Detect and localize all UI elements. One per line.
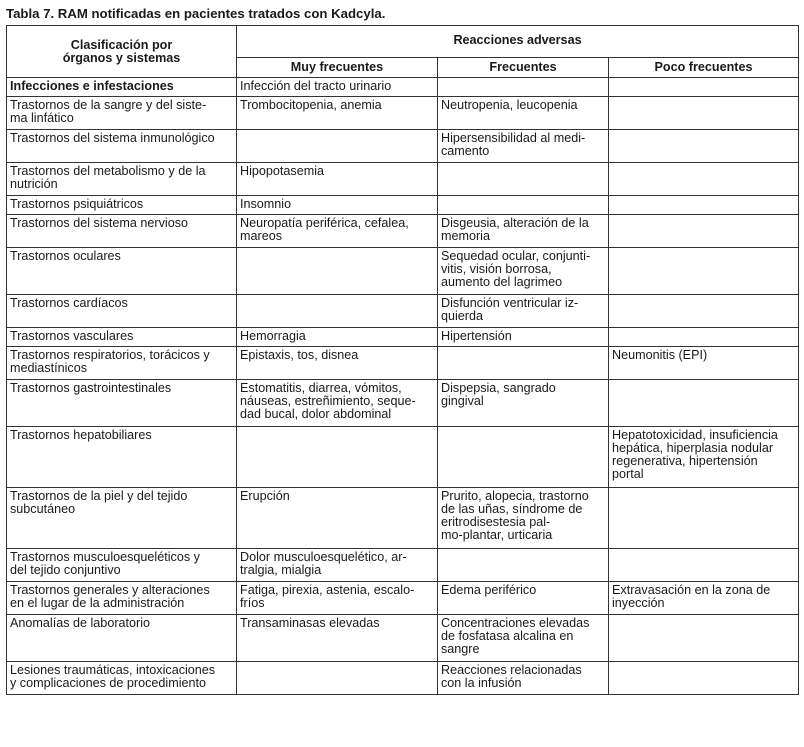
table-title: Tabla 7. RAM notificadas en pacientes tratados con Kadcyla. (6, 6, 386, 21)
adverse-reactions-table (6, 25, 799, 695)
uncommon-cell (609, 130, 799, 163)
very-frequent-cell: Hipopotasemia (237, 163, 438, 196)
table-body (7, 78, 799, 695)
frequent-cell: Dispepsia, sangrado gingival (438, 380, 609, 427)
frequent-cell (438, 347, 609, 380)
frequent-cell: Edema periférico (438, 582, 609, 615)
table-row (7, 380, 799, 427)
uncommon-cell: Hepatotoxicidad, insuficiencia hepática, hiperplasia nodular regenerativa, hipertensión portal (609, 427, 799, 488)
organ-cell: Anomalías de laboratorio (7, 615, 237, 662)
frequent-cell (438, 78, 609, 97)
uncommon-cell (609, 380, 799, 427)
column-header-uncommon: Poco frecuentes (609, 58, 799, 78)
uncommon-cell (609, 615, 799, 662)
very-frequent-cell: Epistaxis, tos, disnea (237, 347, 438, 380)
frequent-cell (438, 427, 609, 488)
table-row (7, 488, 799, 549)
uncommon-cell (609, 215, 799, 248)
very-frequent-cell (237, 427, 438, 488)
organ-cell: Trastornos generales y alteraciones en el lugar de la administración (7, 582, 237, 615)
table-row (7, 328, 799, 347)
table-row (7, 295, 799, 328)
organ-cell: Lesiones traumáticas, intoxicaciones y complicaciones de procedimiento (7, 662, 237, 695)
frequent-cell: Hipertensión (438, 328, 609, 347)
table-row (7, 196, 799, 215)
table-row (7, 662, 799, 695)
table-row (7, 427, 799, 488)
table-row (7, 582, 799, 615)
frequent-cell: Hipersensibilidad al medi- camento (438, 130, 609, 163)
uncommon-cell: Extravasación en la zona de inyección (609, 582, 799, 615)
frequent-cell: Disfunción ventricular iz- quierda (438, 295, 609, 328)
frequent-cell: Concentraciones elevadas de fosfatasa alcalina en sangre (438, 615, 609, 662)
frequent-cell: Disgeusia, alteración de la memoria (438, 215, 609, 248)
very-frequent-cell: Trombocitopenia, anemia (237, 97, 438, 130)
organ-cell: Trastornos hepatobiliares (7, 427, 237, 488)
very-frequent-cell: Fatiga, pirexia, astenia, escalo- fríos (237, 582, 438, 615)
organ-cell: Trastornos cardíacos (7, 295, 237, 328)
organ-cell: Trastornos del metabolismo y de la nutrición (7, 163, 237, 196)
table-row (7, 163, 799, 196)
uncommon-cell (609, 196, 799, 215)
table-row (7, 248, 799, 295)
very-frequent-cell: Dolor musculoesquelético, ar- tralgia, mialgia (237, 549, 438, 582)
uncommon-cell (609, 78, 799, 97)
organ-cell: Infecciones e infestaciones (7, 78, 237, 97)
organ-cell: Trastornos gastrointestinales (7, 380, 237, 427)
uncommon-cell (609, 295, 799, 328)
frequent-cell: Prurito, alopecia, trastorno de las uñas, síndrome de eritrodisestesia pal- mo-plantar, urticaria (438, 488, 609, 549)
table-row (7, 97, 799, 130)
uncommon-cell (609, 97, 799, 130)
frequent-cell (438, 163, 609, 196)
table-row (7, 130, 799, 163)
uncommon-cell (609, 163, 799, 196)
column-header-very-frequent: Muy frecuentes (237, 58, 438, 78)
organ-cell: Trastornos oculares (7, 248, 237, 295)
very-frequent-cell (237, 248, 438, 295)
adverse-reactions-header: Reacciones adversas (237, 26, 799, 58)
table-row (7, 215, 799, 248)
organ-cell: Trastornos del sistema inmunológico (7, 130, 237, 163)
frequent-cell: Neutropenia, leucopenia (438, 97, 609, 130)
very-frequent-cell: Erupción (237, 488, 438, 549)
organ-cell: Trastornos de la piel y del tejido subcutáneo (7, 488, 237, 549)
uncommon-cell (609, 328, 799, 347)
uncommon-cell (609, 488, 799, 549)
organ-cell: Trastornos musculoesqueléticos y del tejido conjuntivo (7, 549, 237, 582)
table-row (7, 78, 799, 97)
frequent-cell: Sequedad ocular, conjunti- vitis, visión borrosa, aumento del lagrimeo (438, 248, 609, 295)
classification-header-label: Clasificación por órganos y sistemas (62, 37, 181, 65)
organ-cell: Trastornos de la sangre y del siste- ma linfático (7, 97, 237, 130)
organ-cell: Trastornos del sistema nervioso (7, 215, 237, 248)
frequent-cell (438, 196, 609, 215)
column-header-frequent: Frecuentes (438, 58, 609, 78)
table-row (7, 615, 799, 662)
uncommon-cell (609, 662, 799, 695)
very-frequent-cell: Neuropatía periférica, cefalea, mareos (237, 215, 438, 248)
document (6, 6, 798, 695)
very-frequent-cell: Infección del tracto urinario (237, 78, 438, 97)
organ-cell: Trastornos psiquiátricos (7, 196, 237, 215)
very-frequent-cell: Estomatitis, diarrea, vómitos, náuseas, estreñimiento, seque- dad bucal, dolor abdominal (237, 380, 438, 427)
very-frequent-cell (237, 295, 438, 328)
very-frequent-cell (237, 662, 438, 695)
organ-cell: Trastornos respiratorios, torácicos y mediastínicos (7, 347, 237, 380)
classification-header (7, 26, 237, 78)
very-frequent-cell: Hemorragia (237, 328, 438, 347)
organ-cell: Trastornos vasculares (7, 328, 237, 347)
very-frequent-cell: Transaminasas elevadas (237, 615, 438, 662)
frequent-cell (438, 549, 609, 582)
table-row (7, 347, 799, 380)
table-row (7, 549, 799, 582)
very-frequent-cell (237, 130, 438, 163)
uncommon-cell (609, 549, 799, 582)
uncommon-cell: Neumonitis (EPI) (609, 347, 799, 380)
frequent-cell: Reacciones relacionadas con la infusión (438, 662, 609, 695)
uncommon-cell (609, 248, 799, 295)
very-frequent-cell: Insomnio (237, 196, 438, 215)
